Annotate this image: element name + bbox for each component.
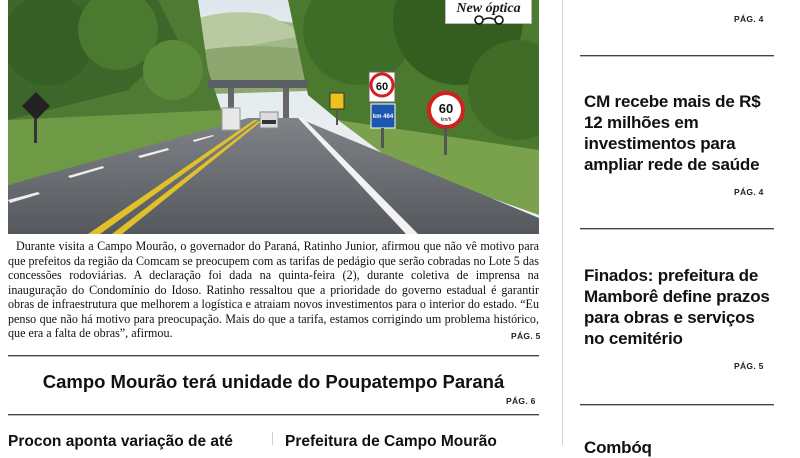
km-sign-text: km 464 xyxy=(372,114,394,120)
poupatempo-page-ref[interactable]: PÁG. 6 xyxy=(506,396,536,406)
sidebar-story-1-headline[interactable]: CM recebe mais de R$ 12 milhões em investimentos para ampliar rede de saúde xyxy=(584,92,761,174)
sidebar-story-2-headline[interactable]: Finados: prefeitura de Mamborê define prazos para obras e serviços no cemitério xyxy=(584,266,770,348)
lead-caption: Durante visita a Campo Mourão, o governador do Paraná, Ratinho Junior, afirmou que não vê motivo para que prefeitos da região da Comcam se preocupem com as tarifas de pedágio que serão cobradas no Lote 5 das concessões rodoviárias. A declaração foi dada na quinta-feira (2), durante coletiva de imprensa na inauguração do Condomínio do Idoso. Ratinho ressaltou que a prioridade do governo estadual é garantir obras de infraestrutura que melhorem a logística e atraiam novos investimentos para o interior do estado. “Eu penso que não há motivo para preocupação. Mais do que a tarifa, estamos corrigindo um problema histórico, que era a falta de obras”, afirmou. xyxy=(8,239,539,340)
highway-photo xyxy=(8,0,539,234)
speed-sign-2-value: 60 xyxy=(438,101,454,116)
divider xyxy=(580,55,774,57)
speed-sign-1-value: 60 xyxy=(375,81,389,93)
prefeitura-headline[interactable]: Prefeitura de Campo Mourão xyxy=(285,433,497,450)
sidebar-story-3-headline[interactable]: Combóq xyxy=(584,438,652,457)
poupatempo-headline[interactable]: Campo Mourão terá unidade do Poupatempo Paraná xyxy=(42,371,505,392)
ad-brand-text: New óptica xyxy=(456,1,521,16)
lead-page-ref[interactable]: PÁG. 5 xyxy=(511,331,541,341)
procon-headline[interactable]: Procon aponta variação de até xyxy=(8,433,233,450)
glasses-icon xyxy=(470,15,508,25)
divider xyxy=(8,414,539,416)
sidebar-top-page-ref[interactable]: PÁG. 4 xyxy=(734,14,764,24)
column-divider xyxy=(562,0,563,445)
sidebar-story-1-page-ref[interactable]: PÁG. 4 xyxy=(734,187,764,197)
sidebar-story-2-page-ref[interactable]: PÁG. 5 xyxy=(734,361,764,371)
divider xyxy=(8,355,539,357)
divider xyxy=(580,404,774,406)
divider xyxy=(580,228,774,230)
ad-new-optica[interactable] xyxy=(445,0,532,24)
column-divider xyxy=(272,432,273,445)
speed-sign-2-unit: km/h xyxy=(440,117,452,123)
lead-photo xyxy=(8,0,539,234)
